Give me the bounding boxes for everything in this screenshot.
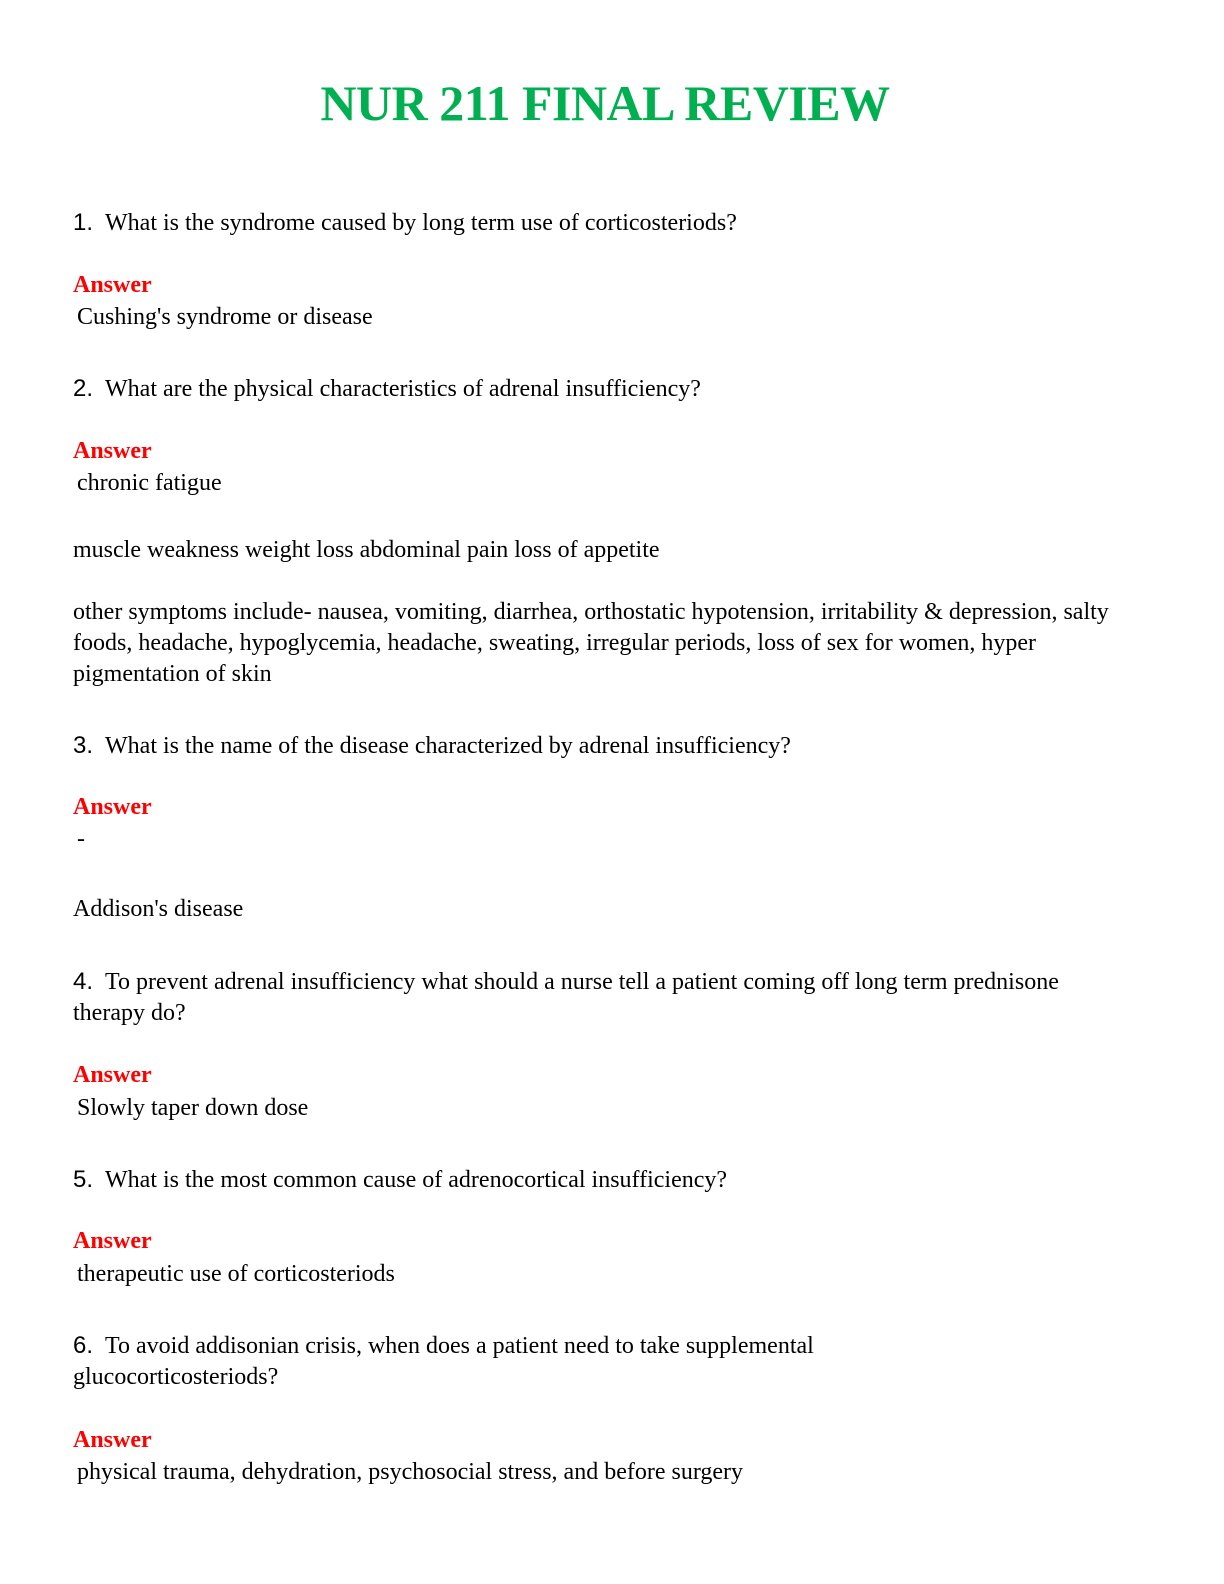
answer-text: Addison's disease xyxy=(73,896,244,922)
question-text: What is the syndrome caused by long term use of corticosteriods? xyxy=(105,210,737,236)
question-number: 3. xyxy=(73,732,94,759)
question-3 xyxy=(73,730,1133,762)
question-6 xyxy=(73,1330,953,1393)
answer-text: physical trauma, dehydration, psychosocial stress, and before surgery xyxy=(77,1459,744,1485)
question-5 xyxy=(73,1164,1133,1196)
question-2 xyxy=(73,373,1133,405)
answer-text: - xyxy=(77,826,85,852)
question-number: 4. xyxy=(73,968,94,995)
question-text: What is the name of the disease characterized by adrenal insufficiency? xyxy=(105,733,791,759)
answer-label: Answer xyxy=(73,1062,152,1088)
question-number: 5. xyxy=(73,1166,94,1193)
question-number: 6. xyxy=(73,1332,94,1359)
answer-text: therapeutic use of corticosteriods xyxy=(77,1261,395,1287)
question-number: 2. xyxy=(73,375,94,402)
answer-text: Cushing's syndrome or disease xyxy=(77,304,373,330)
question-number: 1. xyxy=(73,209,94,236)
question-text: To avoid addisonian crisis, when does a patient need to take supplemental glucocorticosteriods? xyxy=(73,1333,814,1390)
answer-label: Answer xyxy=(73,1427,152,1453)
answer-label: Answer xyxy=(73,438,152,464)
answer-text: muscle weakness weight loss abdominal pain loss of appetite xyxy=(73,537,660,563)
answer-text: other symptoms include- nausea, vomiting, diarrhea, orthostatic hypotension, irritability & depression, salty foods, headache, hypoglycemia, headache, sweating, irregular periods, loss of sex for women, hyper pigmentation of skin xyxy=(73,599,1109,687)
question-4 xyxy=(73,966,1103,1029)
document-title: NUR 211 FINAL REVIEW xyxy=(320,75,890,131)
question-text: What are the physical characteristics of adrenal insufficiency? xyxy=(105,376,701,402)
question-1 xyxy=(73,207,1133,239)
question-text: To prevent adrenal insufficiency what should a nurse tell a patient coming off long term prednisone therapy do? xyxy=(73,969,1059,1026)
answer-text: Slowly taper down dose xyxy=(77,1095,309,1121)
answer-text: chronic fatigue xyxy=(77,470,222,496)
answer-label: Answer xyxy=(73,272,152,298)
question-text: What is the most common cause of adrenocortical insufficiency? xyxy=(105,1167,728,1193)
answer-label: Answer xyxy=(73,1228,152,1254)
answer-label: Answer xyxy=(73,794,152,820)
